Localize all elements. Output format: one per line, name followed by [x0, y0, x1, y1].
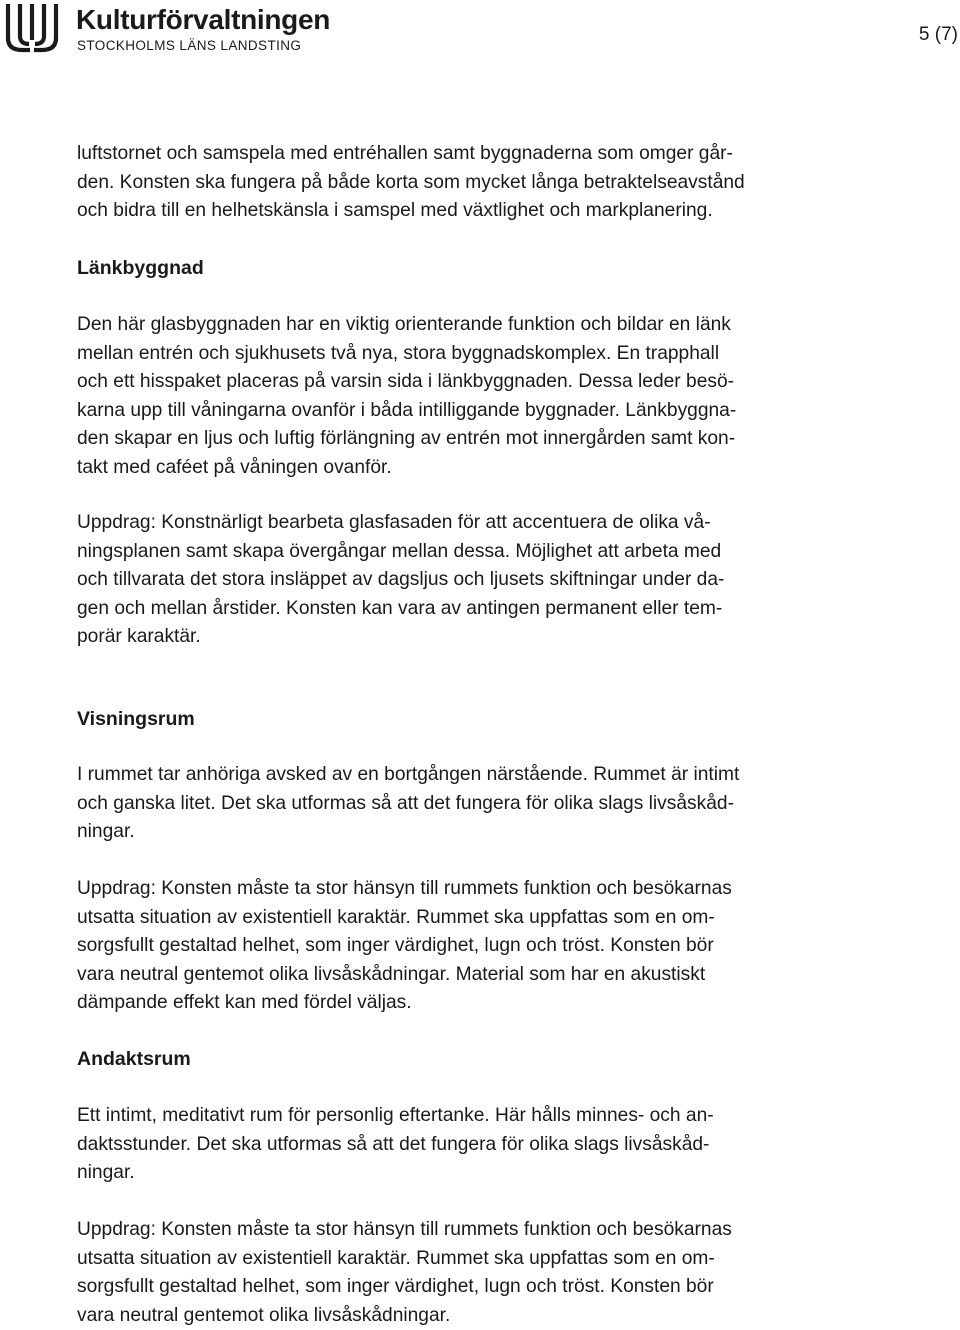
page-number: 5 (7) — [919, 24, 958, 46]
text-line: karna upp till våningarna ovanför i båda intilliggande byggnader. Länkbyggna- — [77, 397, 837, 426]
text-line: dämpande effekt kan med fördel väljas. — [77, 989, 837, 1018]
lankbyggnad-description — [77, 311, 837, 482]
intro-paragraph — [77, 140, 837, 226]
section-heading-lankbyggnad: Länkbyggnad — [77, 254, 204, 282]
text-line: utsatta situation av existentiell karaktär. Rummet ska uppfattas som en om- — [77, 904, 837, 933]
text-line: och ett hisspaket placeras på varsin sida i länkbyggnaden. Dessa leder besö- — [77, 368, 837, 397]
text-line: gen och mellan årstider. Konsten kan vara av antingen permanent eller tem- — [77, 595, 837, 624]
org-subtitle: STOCKHOLMS LÄNS LANDSTING — [77, 38, 301, 54]
text-line: Den här glasbyggnaden har en viktig orienterande funktion och bildar en länk — [77, 311, 837, 340]
andaktsrum-assignment — [77, 1216, 837, 1330]
visningsrum-description — [77, 761, 837, 847]
text-line: den. Konsten ska fungera på både korta som mycket långa betraktelseavstånd — [77, 169, 837, 198]
text-line: daktsstunder. Det ska utformas så att det fungera för olika slags livsåskåd- — [77, 1131, 837, 1160]
text-line: och bidra till en helhetskänsla i samspel med växtlighet och markplanering. — [77, 197, 837, 226]
org-name: Kulturförvaltningen — [76, 6, 330, 34]
text-line: vara neutral gentemot olika livsåskådningar. — [77, 1302, 837, 1330]
andaktsrum-description — [77, 1102, 837, 1188]
text-line: vara neutral gentemot olika livsåskådningar. Material som har en akustiskt — [77, 961, 837, 990]
text-line: den skapar en ljus och luftig förlängning av entrén mot innergården samt kon- — [77, 425, 837, 454]
page-header — [0, 0, 960, 60]
text-line: porär karaktär. — [77, 623, 837, 652]
text-line: ningar. — [77, 1159, 837, 1188]
text-line: I rummet tar anhöriga avsked av en bortgången närstående. Rummet är intimt — [77, 761, 837, 790]
text-line: mellan entrén och sjukhusets två nya, stora byggnadskomplex. En trapphall — [77, 340, 837, 369]
section-heading-visningsrum: Visningsrum — [77, 705, 195, 733]
text-line: och tillvarata det stora insläppet av dagsljus och ljusets skiftningar under da- — [77, 566, 837, 595]
visningsrum-assignment — [77, 875, 837, 1018]
text-line: ningar. — [77, 818, 837, 847]
text-line: sorgsfullt gestaltad helhet, som inger värdighet, lugn och tröst. Konsten bör — [77, 1273, 837, 1302]
text-line: sorgsfullt gestaltad helhet, som inger värdighet, lugn och tröst. Konsten bör — [77, 932, 837, 961]
text-line: Ett intimt, meditativt rum för personlig eftertanke. Här hålls minnes- och an- — [77, 1102, 837, 1131]
text-line: luftstornet och samspela med entréhallen samt byggnaderna som omger går- — [77, 140, 837, 169]
logo — [2, 0, 382, 58]
text-line: och ganska litet. Det ska utformas så att det fungera för olika slags livsåskåd- — [77, 790, 837, 819]
text-line: takt med caféet på våningen ovanför. — [77, 454, 837, 483]
text-line: Uppdrag: Konsten måste ta stor hänsyn till rummets funktion och besökarnas — [77, 875, 837, 904]
text-line: ningsplanen samt skapa övergångar mellan dessa. Möjlighet att arbeta med — [77, 538, 837, 567]
stockholm-crown-logo-icon — [2, 0, 68, 56]
section-heading-andaktsrum: Andaktsrum — [77, 1045, 191, 1073]
lankbyggnad-assignment — [77, 509, 837, 652]
text-line: utsatta situation av existentiell karaktär. Rummet ska uppfattas som en om- — [77, 1245, 837, 1274]
text-line: Uppdrag: Konsten måste ta stor hänsyn till rummets funktion och besökarnas — [77, 1216, 837, 1245]
text-line: Uppdrag: Konstnärligt bearbeta glasfasaden för att accentuera de olika vå- — [77, 509, 837, 538]
